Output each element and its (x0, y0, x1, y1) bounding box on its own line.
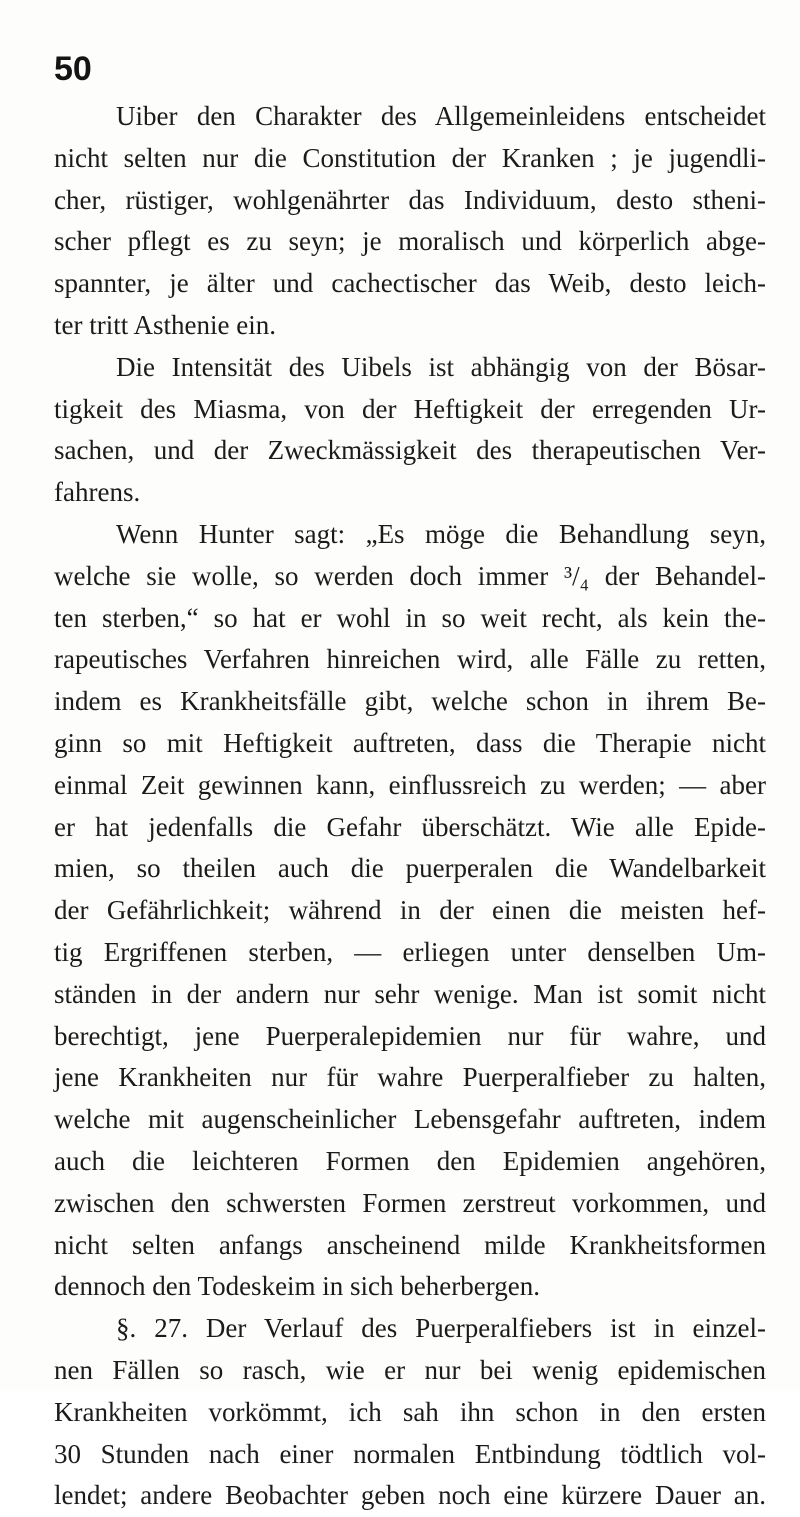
text-line: sachen, und der Zweckmässigkeit des therapeutischen Ver- (54, 435, 766, 466)
text-line: fahrens. (54, 477, 141, 508)
text-line: berechtigt, jene Puerperalepidemien nur für wahre, und (54, 1020, 766, 1051)
text-line: dennoch den Todeskeim in sich beherbergen. (54, 1271, 540, 1302)
text-line: der Gefährlichkeit; während in der einen die meisten hef- (54, 895, 766, 926)
text-line: nen Fällen so rasch, wie er nur bei wenig epidemischen (54, 1354, 766, 1385)
text-line: 30 Stunden nach einer normalen Entbindung tödtlich vol- (54, 1438, 766, 1469)
text-line: ten sterben,“ so hat er wohl in so weit recht, als kein the- (54, 602, 766, 633)
text-line: ter tritt Asthenie ein. (54, 309, 276, 340)
text-line: welche mit augenscheinlicher Lebensgefahr auftreten, indem (54, 1104, 766, 1135)
text-line: §. 27. Der Verlauf des Puerperalfiebers ist in einzel- (116, 1313, 766, 1344)
text-line: spannter, je älter und cachectischer das Weib, desto leich- (54, 268, 766, 299)
body-text (54, 96, 766, 1517)
text-line: scher pflegt es zu seyn; je moralisch und körperlich abge- (54, 226, 766, 257)
text-line: er hat jedenfalls die Gefahr überschätzt. Wie alle Epide- (54, 811, 766, 842)
text-line: ständen in der andern nur sehr wenige. Man ist somit nicht (54, 978, 766, 1009)
text-line: auch die leichteren Formen den Epidemien angehören, (54, 1145, 766, 1176)
text-line: rapeutisches Verfahren hinreichen wird, alle Fälle zu retten, (54, 644, 766, 675)
text-line: indem es Krankheitsfälle gibt, welche schon in ihrem Be- (54, 686, 766, 717)
text-line: zwischen den schwersten Formen zerstreut vorkommen, und (54, 1187, 766, 1218)
text-line: ginn so mit Heftigkeit auftreten, dass die Therapie nicht (54, 727, 766, 758)
text-line: einmal Zeit gewinnen kann, einflussreich zu werden; — aber (54, 769, 766, 800)
text-line: nicht selten anfangs anscheinend milde Krankheitsformen (54, 1229, 766, 1260)
text-line: tig Ergriffenen sterben, — erliegen unter denselben Um- (54, 936, 766, 967)
text-line: jene Krankheiten nur für wahre Puerperalfieber zu halten, (54, 1062, 766, 1093)
text-line: Krankheiten vorkömmt, ich sah ihn schon in den ersten (54, 1396, 766, 1427)
page-number: 50 (54, 50, 92, 88)
text-line: tigkeit des Miasma, von der Heftigkeit der erregenden Ur- (54, 393, 766, 424)
text-line: Uiber den Charakter des Allgemeinleidens entscheidet (116, 101, 766, 131)
text-line: lendet; andere Beobachter geben noch eine kürzere Dauer an. (54, 1480, 766, 1511)
text-line: Wenn Hunter sagt: „Es möge die Behandlung seyn, (116, 518, 766, 549)
text-line: cher, rüstiger, wohlgenährter das Individuum, desto stheni- (54, 184, 766, 215)
text-line: mien, so theilen auch die puerperalen die Wandelbarkeit (54, 853, 766, 884)
text-line: welche sie wolle, so werden doch immer ³/₄ der Behandel- (54, 560, 766, 591)
text-line: nicht selten nur die Constitution der Kranken ; je jugendli- (54, 142, 766, 173)
text-line: Die Intensität des Uibels ist abhängig von der Bösar- (116, 351, 766, 382)
